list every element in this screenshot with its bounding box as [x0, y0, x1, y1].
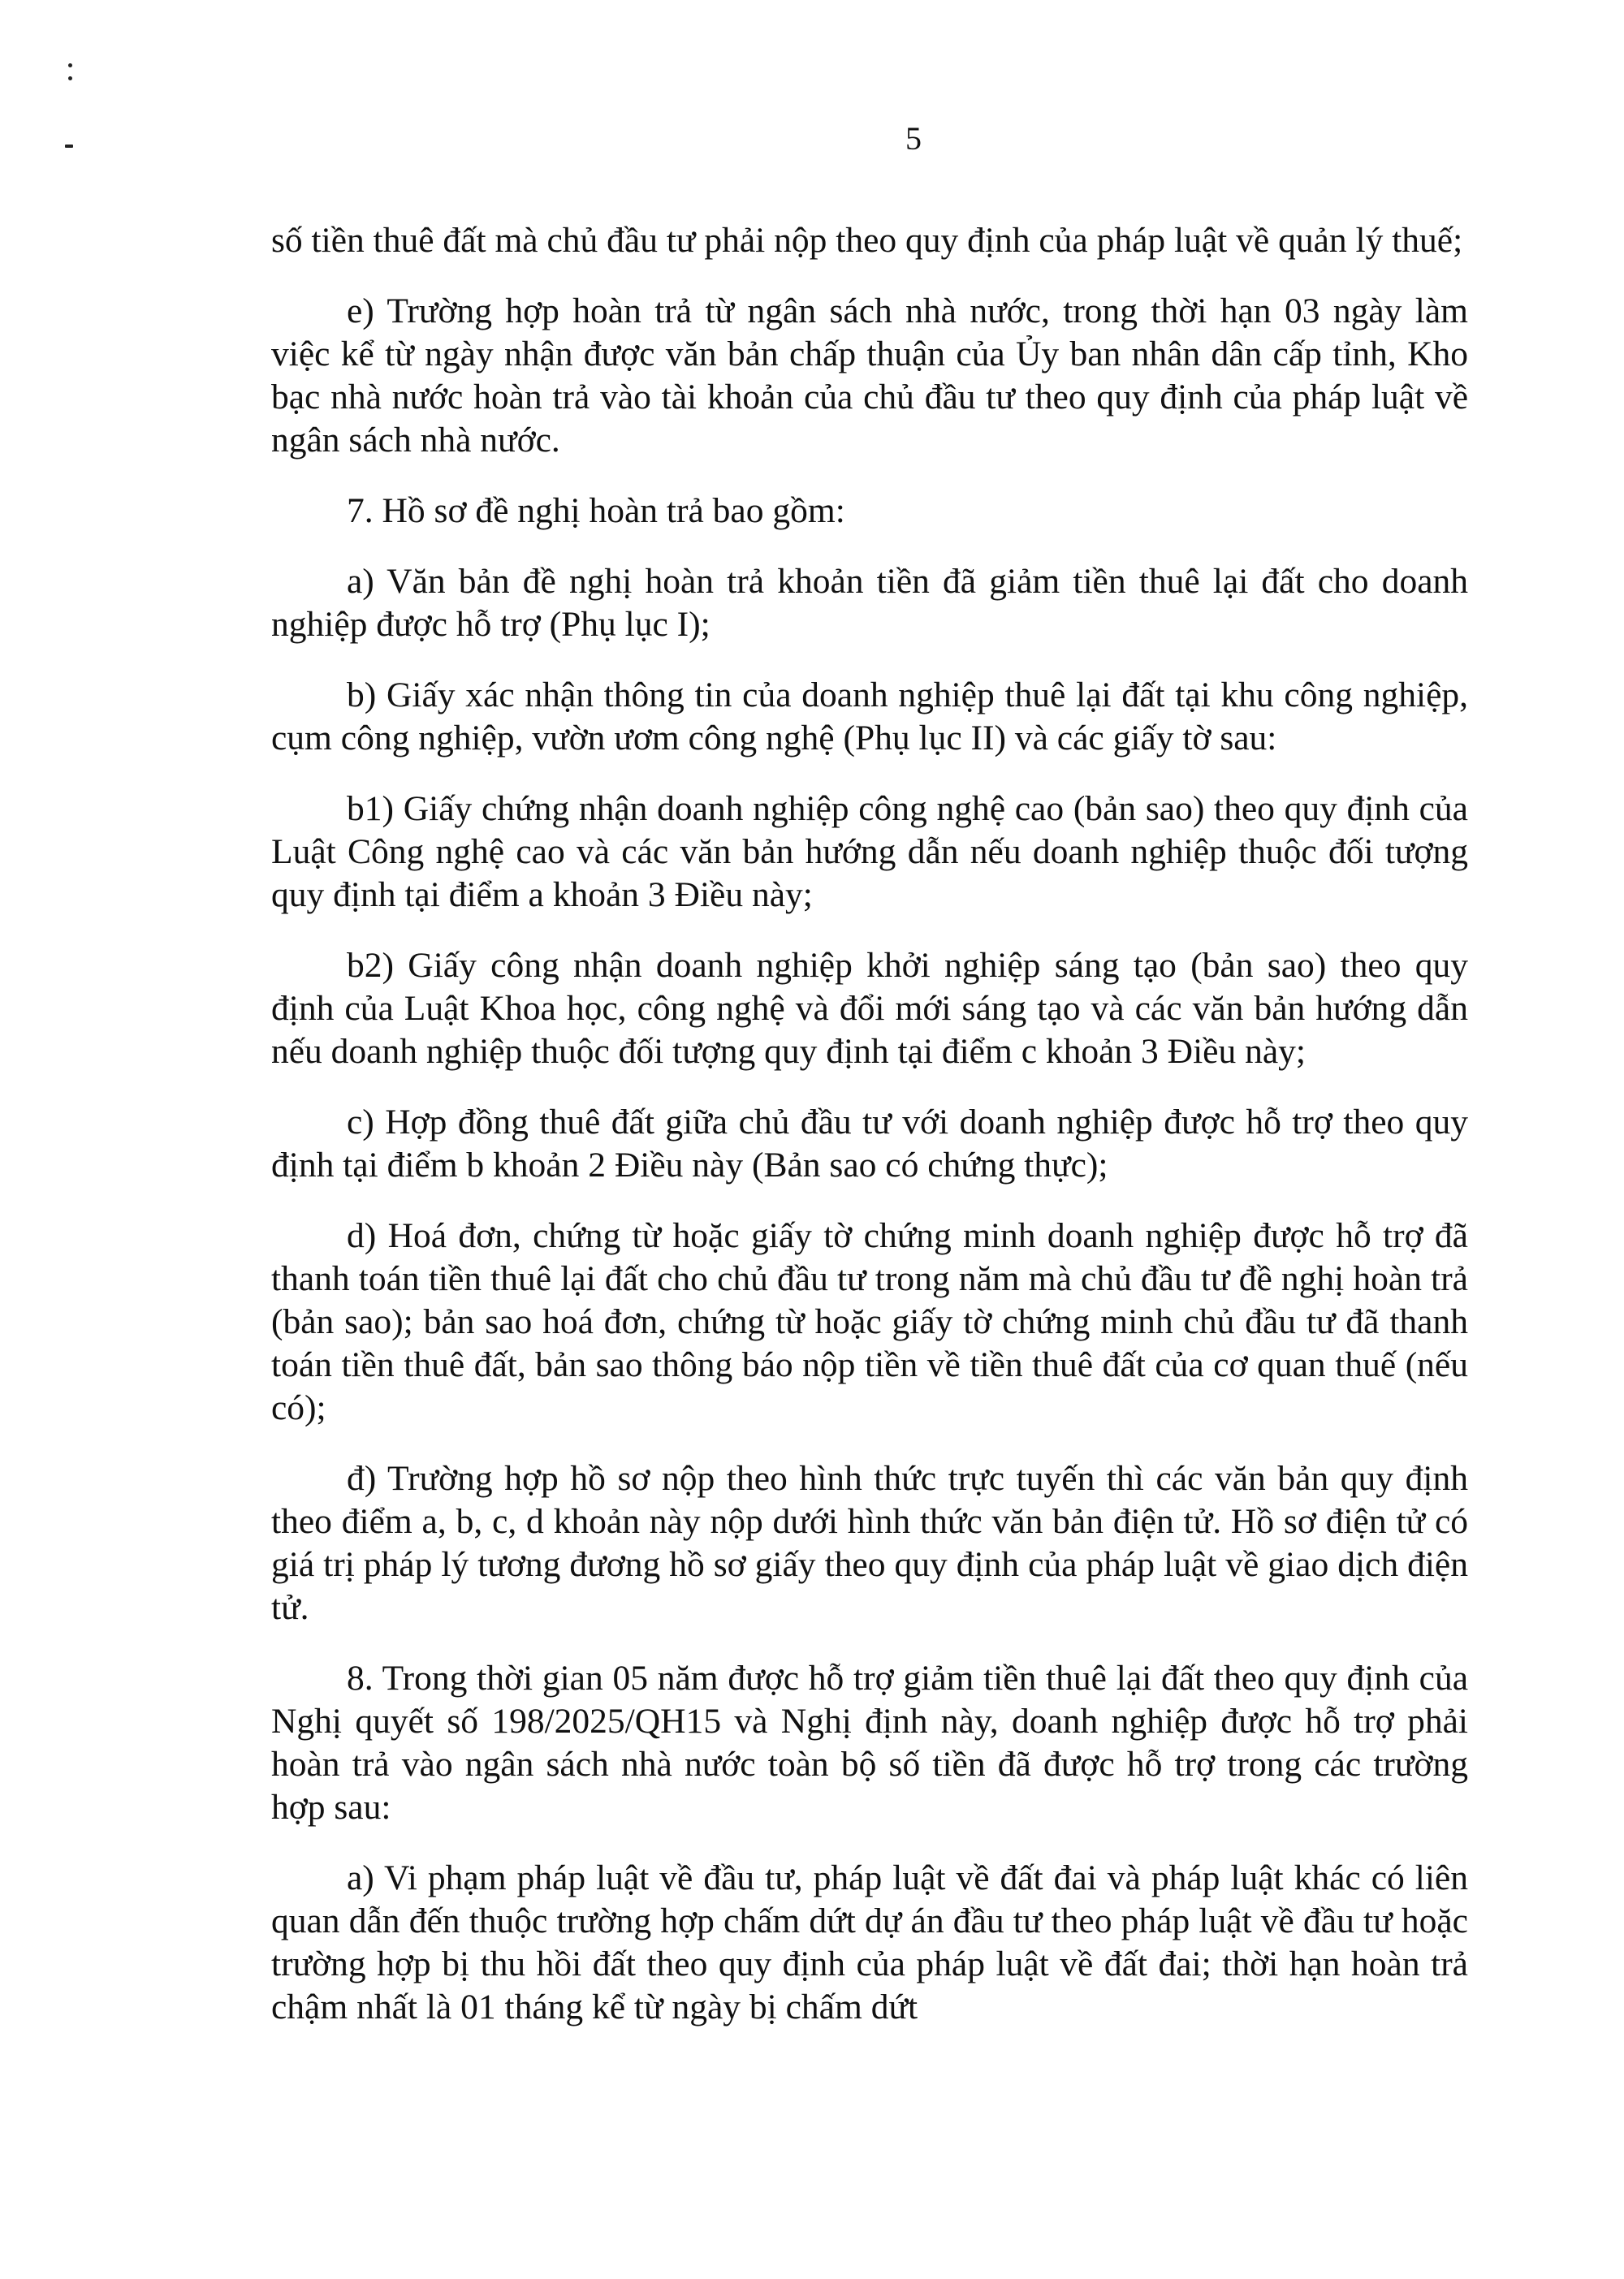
paragraph-continuation: số tiền thuê đất mà chủ đầu tư phải nộp theo quy định của pháp luật về quản lý thuế;	[271, 221, 1463, 260]
paragraph-item-dd: đ) Trường hợp hồ sơ nộp theo hình thức trực tuyến thì các văn bản quy định theo điểm a, b, c, d khoản này nộp dưới hình thức văn bản điện tử. Hồ sơ điện tử có giá trị pháp lý tương đương hồ sơ giấy theo quy định của pháp luật về giao dịch điện tử.	[271, 1459, 1468, 1627]
paragraph-clause-8: 8. Trong thời gian 05 năm được hỗ trợ giảm tiền thuê lại đất theo quy định của Nghị quyết số 198/2025/QH15 và Nghị định này, doanh nghiệp được hỗ trợ phải hoàn trả vào ngân sách nhà nước toàn bộ số tiền đã được hỗ trợ trong các trường hợp sau:	[271, 1659, 1468, 1827]
paragraph-item-b: b) Giấy xác nhận thông tin của doanh nghiệp thuê lại đất tại khu công nghiệp, cụm công nghiệp, vườn ươm công nghệ (Phụ lục II) và các giấy tờ sau:	[271, 675, 1468, 758]
paragraph-item-b1: b1) Giấy chứng nhận doanh nghiệp công nghệ cao (bản sao) theo quy định của Luật Công nghệ cao và các văn bản hướng dẫn nếu doanh nghiệp thuộc đối tượng quy định tại điểm a khoản 3 Điều này;	[271, 789, 1468, 914]
paragraph-item-a: a) Văn bản đề nghị hoàn trả khoản tiền đã giảm tiền thuê lại đất cho doanh nghiệp được hỗ trợ (Phụ lục I);	[271, 562, 1468, 644]
paragraph-item-d: d) Hoá đơn, chứng từ hoặc giấy tờ chứng minh doanh nghiệp được hỗ trợ đã thanh toán tiền thuê lại đất cho chủ đầu tư trong năm mà chủ đầu tư đề nghị hoàn trả (bản sao); bản sao hoá đơn, chứng từ hoặc giấy tờ chứng minh chủ đầu tư đã thanh toán tiền thuê đất, bản sao thông báo nộp tiền về tiền thuê đất của cơ quan thuế (nếu có);	[271, 1216, 1468, 1427]
document-body	[271, 219, 1468, 2057]
scan-speck	[68, 76, 72, 80]
paragraph-item-e: e) Trường hợp hoàn trả từ ngân sách nhà nước, trong thời hạn 03 ngày làm việc kể từ ngày nhận được văn bản chấp thuận của Ủy ban nhân dân cấp tỉnh, Kho bạc nhà nước hoàn trả vào tài khoản của chủ đầu tư theo quy định của pháp luật về ngân sách nhà nước.	[271, 291, 1468, 460]
paragraph-clause-7: 7. Hồ sơ đề nghị hoàn trả bao gồm:	[347, 491, 845, 530]
page-number: 5	[905, 120, 922, 157]
paragraph-item-c: c) Hợp đồng thuê đất giữa chủ đầu tư với doanh nghiệp được hỗ trợ theo quy định tại điểm b khoản 2 Điều này (Bản sao có chứng thực);	[271, 1103, 1468, 1185]
paragraph-item-a-clause-8: a) Vi phạm pháp luật về đầu tư, pháp luật về đất đai và pháp luật khác có liên quan dẫn đến thuộc trường hợp chấm dứt dự án đầu tư theo pháp luật về đầu tư hoặc trường hợp bị thu hồi đất theo quy định của pháp luật về đất đai; thời hạn hoàn trả chậm nhất là 01 tháng kể từ ngày bị chấm dứt	[271, 1858, 1468, 2026]
scan-speck	[68, 63, 72, 67]
paragraph-item-b2: b2) Giấy công nhận doanh nghiệp khởi nghiệp sáng tạo (bản sao) theo quy định của Luật Khoa học, công nghệ và đổi mới sáng tạo và các văn bản hướng dẫn nếu doanh nghiệp thuộc đối tượng quy định tại điểm c khoản 3 Điều này;	[271, 946, 1468, 1071]
